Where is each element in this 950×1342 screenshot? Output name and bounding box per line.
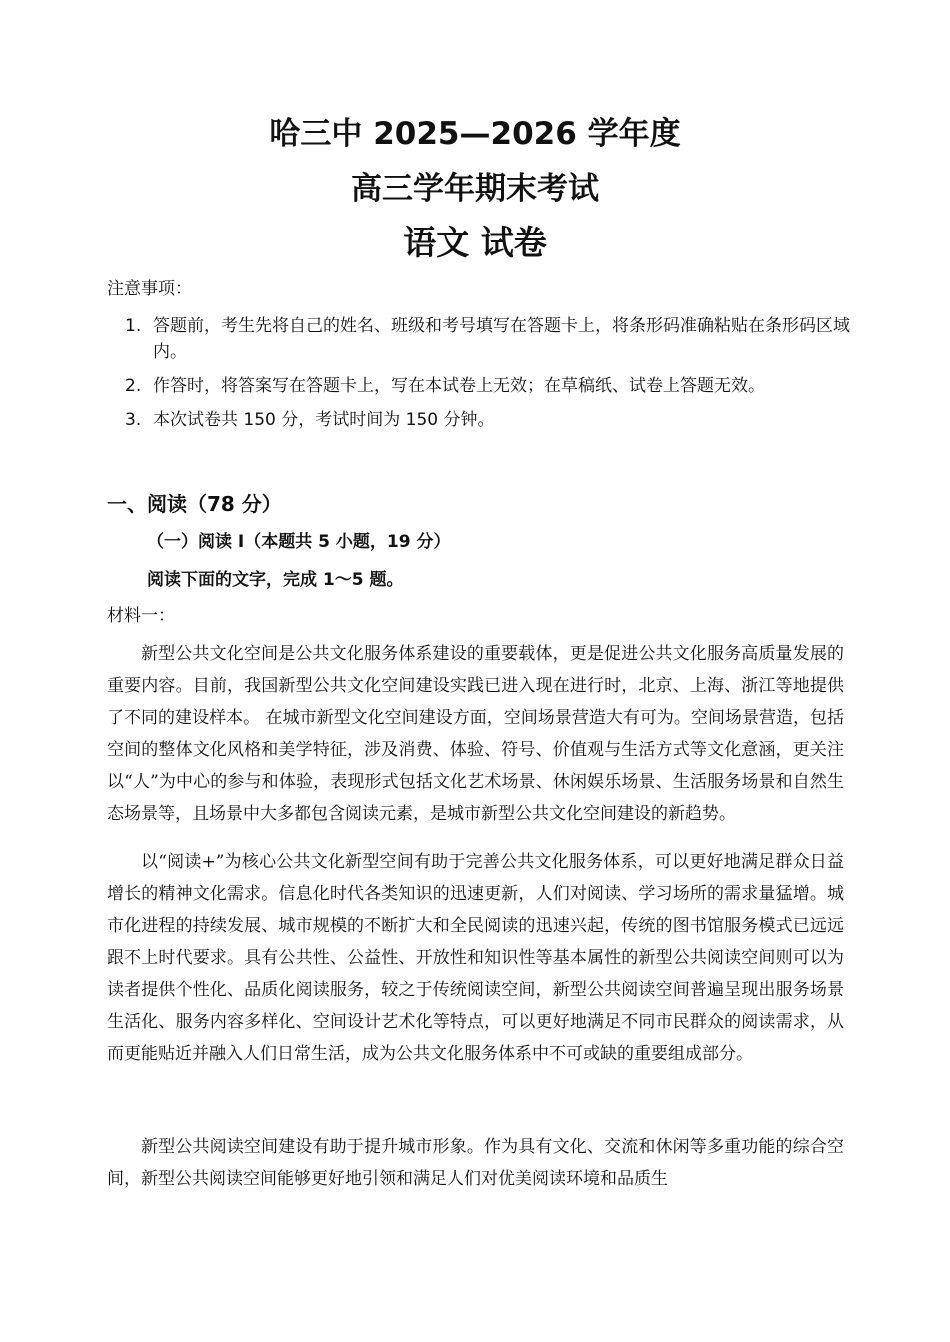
exam-name-title: 高三学年期末考试 [351, 171, 599, 207]
reading-instruction: 阅读下面的文字，完成 1～5 题。 [147, 570, 404, 590]
material-label: 材料一： [107, 606, 175, 626]
section-heading: 一、阅读（78 分） [107, 492, 282, 516]
notice-item-number: 1. [125, 316, 142, 336]
notice-item-number: 3. [125, 410, 142, 430]
notice-item [125, 313, 860, 365]
notice-list [125, 313, 860, 441]
passage-paragraph: 以“阅读+”为核心公共文化新型空间有助于完善公共文化服务体系，可以更好地满足群众日益增长的精神文化需求。信息化时代各类知识的迅速更新，人们对阅读、学习场所的需求量猛增。城市化进程的持续发展、城市规模的不断扩大和全民阅读的迅速兴起，传统的图书馆服务模式已远远跟不上时代要求。具有公共性、公益性、开放性和知识性等基本属性的新型公共阅读空间则可以为读者提供个性化、品质化阅读服务，较之于传统阅读空间，新型公共阅读空间普遍呈现出服务场景生活化、服务内容多样化、空间设计艺术化等特点，可以更好地满足不同市民群众的阅读需求，从而更能贴近并融入人们日常生活，成为公共文化服务体系中不可或缺的重要组成部分。 [107, 852, 844, 1064]
exam-subject-title: 语文 试卷 [403, 223, 547, 262]
passage-paragraph: 新型公共阅读空间建设有助于提升城市形象。作为具有文化、交流和休闲等多重功能的综合空间，新型公共阅读空间能够更好地引领和满足人们对优美阅读环境和品质生 [107, 1137, 844, 1189]
notice-item [125, 373, 860, 399]
notice-item-text: 本次试卷共 150 分，考试时间为 150 分钟。 [153, 410, 495, 430]
passage-paragraph: 新型公共文化空间是公共文化服务体系建设的重要载体，更是促进公共文化服务高质量发展的重要内容。目前，我国新型公共文化空间建设实践已进入现在进行时，北京、上海、浙江等地提供了不同的建设样本。 在城市新型文化空间建设方面，空间场景营造大有可为。空间场景营造，包括空间的整体文化风格和美学特征，涉及消费、体验、符号、价值观与生活方式等文化意涵，更关注以“人”为中心的参与和体验，表现形式包括文化艺术场景、休闲娱乐场景、生活服务场景和自然生态场景等，且场景中大多都包含阅读元素，是城市新型公共文化空间建设的新趋势。 [107, 644, 844, 824]
notice-heading: 注意事项： [107, 279, 192, 299]
notice-item-text: 作答时，将答案写在答题卡上，写在本试卷上无效；在草稿纸、试卷上答题无效。 [153, 376, 765, 396]
notice-item-number: 2. [125, 376, 142, 396]
notice-item [125, 407, 860, 433]
subsection-heading: （一）阅读 I（本题共 5 小题，19 分） [147, 532, 451, 552]
notice-item-text: 答题前，考生先将自己的姓名、班级和考号填写在答题卡上，将条形码准确粘贴在条形码区域内。 [153, 316, 850, 362]
exam-school-year-title: 哈三中 2025—2026 学年度 [269, 116, 681, 152]
